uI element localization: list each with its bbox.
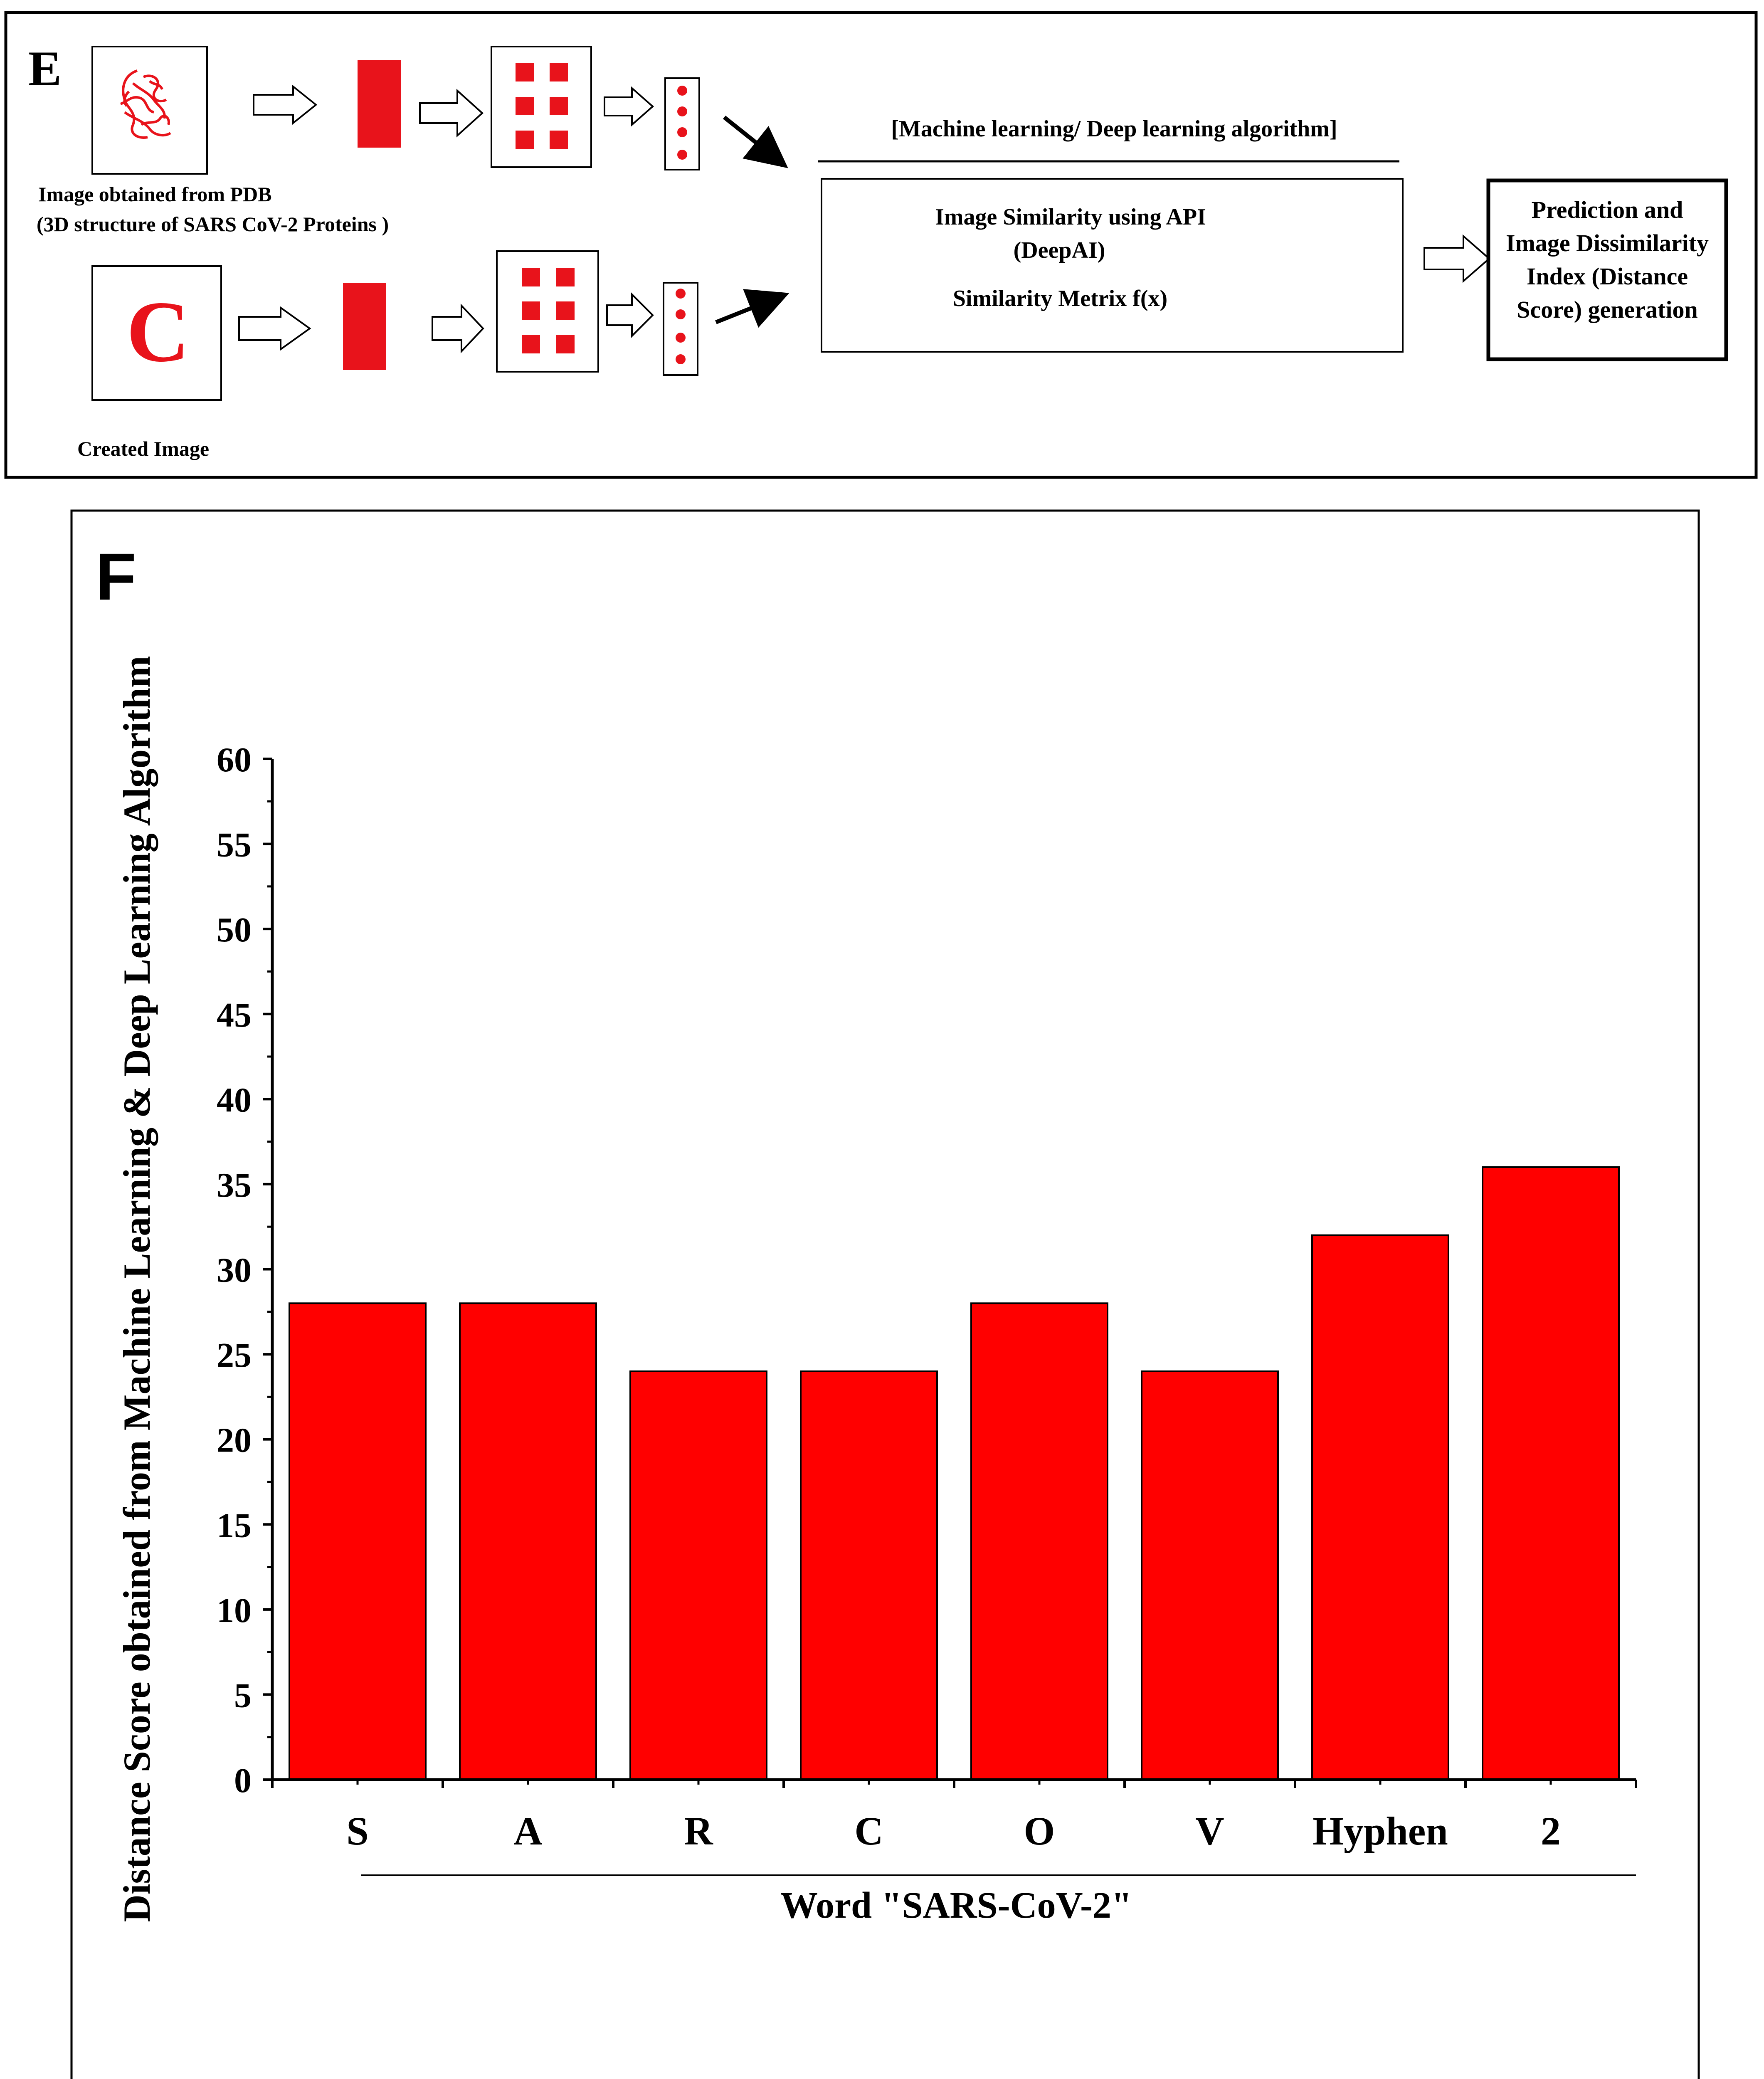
panel-f [72,511,1699,2079]
created-letter-c: C [126,284,190,380]
y-tick-label: 15 [217,1506,252,1545]
y-axis-title: Distance Score obtained from Machine Learning & Deep Learning Algorithm [116,656,158,1922]
created-image-caption: Created Image [77,437,210,460]
x-tick-label: O [1024,1809,1055,1853]
output-line-2: Image Dissimilarity [1505,230,1709,257]
x-tick-label: 2 [1541,1809,1561,1853]
feature-map-block [358,60,401,148]
x-axis-title: Word "SARS-CoV-2" [780,1885,1132,1926]
x-tick-label: S [346,1809,369,1853]
pooling-grid-frame [497,251,598,372]
y-tick-label: 40 [217,1081,252,1120]
panel-f-label: F [96,539,136,614]
y-tick-label: 45 [217,995,252,1035]
bar-c [801,1371,937,1780]
similarity-line1: Image Similarity using API [935,204,1206,230]
bar-s [289,1303,426,1780]
panel-f-frame [72,511,1699,2079]
pdb-caption-line1: Image obtained from PDB [38,183,272,206]
bar-o [971,1303,1108,1780]
y-tick-label: 50 [217,911,252,950]
output-line-4: Score) generation [1517,296,1698,323]
bar-r [630,1371,767,1780]
x-tick-label: C [854,1809,883,1853]
output-line-1: Prediction and [1531,196,1683,223]
panel-e-label: E [28,41,62,96]
pdb-caption-line2: (3D structure of SARS CoV-2 Proteins ) [37,212,389,236]
y-tick-label: 0 [234,1761,252,1800]
y-tick-label: 20 [217,1421,252,1460]
y-tick-label: 30 [217,1251,252,1290]
pooling-grid-frame [491,47,591,167]
y-tick-label: 25 [217,1336,252,1375]
panel-e [6,12,1756,477]
feature-map-block [343,283,386,370]
bar-2 [1483,1167,1619,1780]
y-tick-label: 35 [217,1165,252,1205]
x-tick-label: A [513,1809,543,1853]
y-tick-label: 5 [234,1676,252,1715]
x-tick-label: R [684,1809,713,1853]
bar-hyphen [1312,1235,1448,1780]
y-tick-label: 55 [217,825,252,864]
similarity-line2: (DeepAI) [1013,237,1105,263]
y-tick-label: 10 [217,1591,252,1630]
x-tick-label: Hyphen [1313,1809,1448,1853]
similarity-metric: Similarity Metrix f(x) [952,286,1168,311]
bar-v [1142,1371,1278,1780]
x-tick-label: V [1195,1809,1224,1853]
y-tick-label: 60 [217,741,252,779]
algorithm-header: [Machine learning/ Deep learning algorithm] [891,116,1337,142]
bar-a [460,1303,596,1780]
output-line-3: Index (Distance [1526,263,1688,290]
